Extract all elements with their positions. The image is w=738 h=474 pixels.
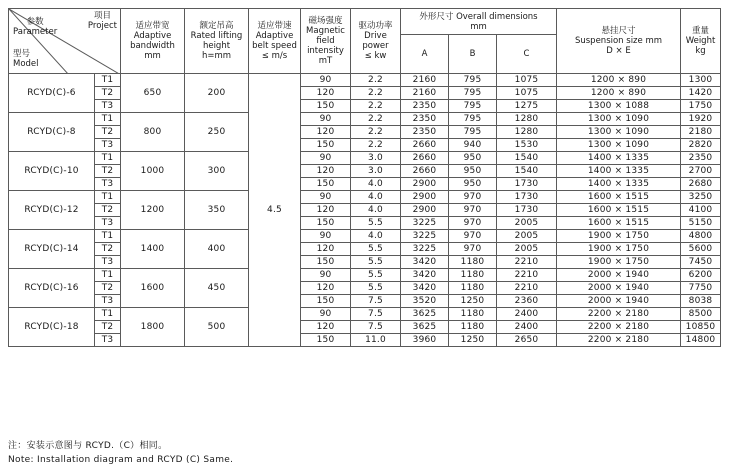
weight-cell: 14800 bbox=[681, 334, 721, 347]
dim-c-cell: 2005 bbox=[497, 243, 557, 256]
weight-cell: 1750 bbox=[681, 100, 721, 113]
type-cell: T2 bbox=[95, 165, 121, 178]
power-cell: 5.5 bbox=[351, 269, 401, 282]
type-cell: T2 bbox=[95, 204, 121, 217]
power-cell: 7.5 bbox=[351, 295, 401, 308]
power-cell: 4.0 bbox=[351, 204, 401, 217]
suspension-cell: 1400 × 1335 bbox=[557, 165, 681, 178]
suspension-cell: 1200 × 890 bbox=[557, 87, 681, 100]
type-cell: T1 bbox=[95, 191, 121, 204]
power-cell: 11.0 bbox=[351, 334, 401, 347]
suspension-cell: 1900 × 1750 bbox=[557, 230, 681, 243]
field-cell: 90 bbox=[301, 230, 351, 243]
suspension-cell: 1600 × 1515 bbox=[557, 191, 681, 204]
bandwidth-cell: 1200 bbox=[121, 191, 185, 230]
table-row bbox=[9, 87, 721, 100]
dim-b-cell: 970 bbox=[449, 204, 497, 217]
type-cell: T3 bbox=[95, 178, 121, 191]
dim-a-cell: 3420 bbox=[401, 282, 449, 295]
model-cell: RCYD(C)-12 bbox=[9, 191, 95, 230]
dim-a-cell: 3225 bbox=[401, 217, 449, 230]
dim-c-cell: 2005 bbox=[497, 230, 557, 243]
type-cell: T3 bbox=[95, 100, 121, 113]
table-row bbox=[9, 334, 721, 347]
weight-cell: 4800 bbox=[681, 230, 721, 243]
field-cell: 120 bbox=[301, 243, 351, 256]
suspension-cell: 2000 × 1940 bbox=[557, 282, 681, 295]
height-cell: 200 bbox=[185, 74, 249, 113]
dim-b-cell: 795 bbox=[449, 113, 497, 126]
field-cell: 90 bbox=[301, 269, 351, 282]
dim-b-cell: 950 bbox=[449, 152, 497, 165]
table-row bbox=[9, 191, 721, 204]
weight-cell: 2180 bbox=[681, 126, 721, 139]
field-cell: 90 bbox=[301, 74, 351, 87]
dim-c-cell: 2650 bbox=[497, 334, 557, 347]
note-chinese: 注：安装示意图与 RCYD.（C）相同。 bbox=[8, 441, 168, 451]
dim-b-cell: 1250 bbox=[449, 295, 497, 308]
dim-c-cell: 1730 bbox=[497, 178, 557, 191]
power-cell: 5.5 bbox=[351, 243, 401, 256]
table-row bbox=[9, 243, 721, 256]
weight-cell: 3250 bbox=[681, 191, 721, 204]
model-cell: RCYD(C)-16 bbox=[9, 269, 95, 308]
table-row bbox=[9, 217, 721, 230]
dim-a-cell: 3420 bbox=[401, 256, 449, 269]
corner-header bbox=[9, 9, 121, 74]
table-row bbox=[9, 204, 721, 217]
power-cell: 7.5 bbox=[351, 308, 401, 321]
dim-b-cell: 970 bbox=[449, 243, 497, 256]
dim-b-cell: 1250 bbox=[449, 334, 497, 347]
dim-c-header: C bbox=[497, 35, 557, 74]
dim-c-cell: 1730 bbox=[497, 204, 557, 217]
dim-b-cell: 940 bbox=[449, 139, 497, 152]
dim-c-cell: 1280 bbox=[497, 126, 557, 139]
dim-a-cell: 3520 bbox=[401, 295, 449, 308]
type-cell: T3 bbox=[95, 334, 121, 347]
power-cell: 3.0 bbox=[351, 165, 401, 178]
dim-b-cell: 795 bbox=[449, 87, 497, 100]
field-cell: 150 bbox=[301, 295, 351, 308]
power-cell: 7.5 bbox=[351, 321, 401, 334]
dim-a-cell: 2350 bbox=[401, 113, 449, 126]
type-cell: T1 bbox=[95, 152, 121, 165]
model-cell: RCYD(C)-18 bbox=[9, 308, 95, 347]
dim-a-cell: 3625 bbox=[401, 321, 449, 334]
dim-b-cell: 970 bbox=[449, 217, 497, 230]
weight-cell: 8038 bbox=[681, 295, 721, 308]
weight-cell: 6200 bbox=[681, 269, 721, 282]
bandwidth-cell: 1000 bbox=[121, 152, 185, 191]
belt-speed-cell: 4.5 bbox=[249, 74, 301, 347]
dim-c-cell: 2210 bbox=[497, 269, 557, 282]
note-english: Note: Installation diagram and RCYD (C) Same. bbox=[8, 455, 234, 465]
table-row bbox=[9, 269, 721, 282]
power-cell: 4.0 bbox=[351, 191, 401, 204]
power-cell: 2.2 bbox=[351, 139, 401, 152]
dim-c-cell: 2400 bbox=[497, 308, 557, 321]
suspension-cell: 2200 × 2180 bbox=[557, 321, 681, 334]
weight-cell: 1300 bbox=[681, 74, 721, 87]
type-cell: T1 bbox=[95, 230, 121, 243]
power-cell: 2.2 bbox=[351, 100, 401, 113]
table-row bbox=[9, 321, 721, 334]
power-cell: 5.5 bbox=[351, 256, 401, 269]
power-cell: 2.2 bbox=[351, 113, 401, 126]
dim-b-cell: 795 bbox=[449, 100, 497, 113]
field-cell: 150 bbox=[301, 256, 351, 269]
dim-c-cell: 2400 bbox=[497, 321, 557, 334]
dim-c-cell: 2210 bbox=[497, 256, 557, 269]
dim-a-cell: 3225 bbox=[401, 243, 449, 256]
suspension-header: 悬挂尺寸 Suspension size mm D × E bbox=[557, 9, 681, 74]
field-cell: 120 bbox=[301, 165, 351, 178]
speed-header: 适应带速 Adaptive belt speed ≤ m/s bbox=[249, 9, 301, 74]
suspension-cell: 2000 × 1940 bbox=[557, 295, 681, 308]
spec-table bbox=[8, 8, 721, 347]
suspension-cell: 1400 × 1335 bbox=[557, 152, 681, 165]
dimensions-header: 外形尺寸 Overall dimensions mm bbox=[401, 9, 557, 35]
bandwidth-cell: 800 bbox=[121, 113, 185, 152]
type-cell: T1 bbox=[95, 113, 121, 126]
field-cell: 150 bbox=[301, 334, 351, 347]
type-cell: T3 bbox=[95, 256, 121, 269]
dim-c-cell: 1540 bbox=[497, 165, 557, 178]
field-cell: 150 bbox=[301, 178, 351, 191]
weight-cell: 1920 bbox=[681, 113, 721, 126]
type-cell: T1 bbox=[95, 74, 121, 87]
suspension-cell: 1900 × 1750 bbox=[557, 243, 681, 256]
bandwidth-cell: 650 bbox=[121, 74, 185, 113]
field-cell: 90 bbox=[301, 191, 351, 204]
field-cell: 120 bbox=[301, 126, 351, 139]
suspension-cell: 1300 × 1088 bbox=[557, 100, 681, 113]
type-cell: T1 bbox=[95, 269, 121, 282]
table-row bbox=[9, 100, 721, 113]
weight-cell: 2350 bbox=[681, 152, 721, 165]
weight-cell: 2700 bbox=[681, 165, 721, 178]
model-cell: RCYD(C)-6 bbox=[9, 74, 95, 113]
power-cell: 4.0 bbox=[351, 178, 401, 191]
suspension-cell: 1300 × 1090 bbox=[557, 113, 681, 126]
power-cell: 5.5 bbox=[351, 282, 401, 295]
dim-a-cell: 2900 bbox=[401, 204, 449, 217]
height-cell: 300 bbox=[185, 152, 249, 191]
power-cell: 5.5 bbox=[351, 217, 401, 230]
table-row bbox=[9, 139, 721, 152]
power-cell: 2.2 bbox=[351, 87, 401, 100]
weight-cell: 5150 bbox=[681, 217, 721, 230]
dim-c-cell: 1530 bbox=[497, 139, 557, 152]
field-cell: 150 bbox=[301, 100, 351, 113]
table-row bbox=[9, 152, 721, 165]
dim-a-cell: 2660 bbox=[401, 165, 449, 178]
table-row bbox=[9, 126, 721, 139]
weight-cell: 10850 bbox=[681, 321, 721, 334]
suspension-cell: 1300 × 1090 bbox=[557, 139, 681, 152]
power-cell: 2.2 bbox=[351, 126, 401, 139]
field-cell: 120 bbox=[301, 87, 351, 100]
table-row bbox=[9, 282, 721, 295]
power-cell: 3.0 bbox=[351, 152, 401, 165]
dim-a-cell: 3625 bbox=[401, 308, 449, 321]
weight-cell: 2680 bbox=[681, 178, 721, 191]
bandwidth-cell: 1400 bbox=[121, 230, 185, 269]
table-row bbox=[9, 308, 721, 321]
type-cell: T2 bbox=[95, 87, 121, 100]
dim-b-cell: 1180 bbox=[449, 308, 497, 321]
table-row bbox=[9, 74, 721, 87]
field-cell: 120 bbox=[301, 282, 351, 295]
dim-a-cell: 3960 bbox=[401, 334, 449, 347]
type-cell: T1 bbox=[95, 308, 121, 321]
weight-cell: 1420 bbox=[681, 87, 721, 100]
spec-body bbox=[9, 74, 721, 347]
table-row bbox=[9, 230, 721, 243]
dim-c-cell: 2360 bbox=[497, 295, 557, 308]
model-cell: RCYD(C)-8 bbox=[9, 113, 95, 152]
dim-b-cell: 1180 bbox=[449, 269, 497, 282]
suspension-cell: 1200 × 890 bbox=[557, 74, 681, 87]
table-row bbox=[9, 295, 721, 308]
table-row bbox=[9, 113, 721, 126]
suspension-cell: 1600 × 1515 bbox=[557, 204, 681, 217]
dim-c-cell: 1075 bbox=[497, 74, 557, 87]
dim-b-cell: 970 bbox=[449, 191, 497, 204]
type-cell: T2 bbox=[95, 321, 121, 334]
weight-cell: 7750 bbox=[681, 282, 721, 295]
field-cell: 150 bbox=[301, 139, 351, 152]
suspension-cell: 2000 × 1940 bbox=[557, 269, 681, 282]
table-row bbox=[9, 256, 721, 269]
weight-cell: 7450 bbox=[681, 256, 721, 269]
type-cell: T3 bbox=[95, 295, 121, 308]
dim-a-cell: 3225 bbox=[401, 230, 449, 243]
model-cell: RCYD(C)-10 bbox=[9, 152, 95, 191]
suspension-cell: 1900 × 1750 bbox=[557, 256, 681, 269]
dim-a-cell: 3420 bbox=[401, 269, 449, 282]
dim-b-cell: 1180 bbox=[449, 256, 497, 269]
bandwidth-header: 适应带宽 Adaptive bandwidth mm bbox=[121, 9, 185, 74]
power-cell: 4.0 bbox=[351, 230, 401, 243]
table-row bbox=[9, 178, 721, 191]
dim-a-cell: 2900 bbox=[401, 191, 449, 204]
weight-cell: 2820 bbox=[681, 139, 721, 152]
field-cell: 120 bbox=[301, 321, 351, 334]
dim-c-cell: 2005 bbox=[497, 217, 557, 230]
power-header: 驱动功率 Drive power ≤ kw bbox=[351, 9, 401, 74]
field-header: 磁场强度 Magnetic field intensity mT bbox=[301, 9, 351, 74]
dim-b-cell: 950 bbox=[449, 178, 497, 191]
height-cell: 250 bbox=[185, 113, 249, 152]
field-cell: 90 bbox=[301, 113, 351, 126]
field-cell: 120 bbox=[301, 204, 351, 217]
height-cell: 450 bbox=[185, 269, 249, 308]
dim-b-cell: 970 bbox=[449, 230, 497, 243]
dim-a-cell: 2160 bbox=[401, 87, 449, 100]
dim-c-cell: 1280 bbox=[497, 113, 557, 126]
type-cell: T2 bbox=[95, 243, 121, 256]
suspension-cell: 1400 × 1335 bbox=[557, 178, 681, 191]
power-cell: 2.2 bbox=[351, 74, 401, 87]
dim-b-cell: 795 bbox=[449, 74, 497, 87]
dim-a-header: A bbox=[401, 35, 449, 74]
weight-cell: 4100 bbox=[681, 204, 721, 217]
model-label: 型号 Model bbox=[13, 49, 39, 69]
weight-cell: 5600 bbox=[681, 243, 721, 256]
type-cell: T2 bbox=[95, 126, 121, 139]
height-cell: 500 bbox=[185, 308, 249, 347]
project-label: 项目 Project bbox=[87, 11, 117, 31]
bandwidth-cell: 1800 bbox=[121, 308, 185, 347]
height-cell: 400 bbox=[185, 230, 249, 269]
dim-c-cell: 2210 bbox=[497, 282, 557, 295]
table-row bbox=[9, 165, 721, 178]
dim-b-cell: 1180 bbox=[449, 282, 497, 295]
weight-header: 重量 Weight kg bbox=[681, 9, 721, 74]
model-cell: RCYD(C)-14 bbox=[9, 230, 95, 269]
dim-a-cell: 2900 bbox=[401, 178, 449, 191]
dim-a-cell: 2350 bbox=[401, 100, 449, 113]
dim-c-cell: 1075 bbox=[497, 87, 557, 100]
suspension-cell: 1300 × 1090 bbox=[557, 126, 681, 139]
dim-c-cell: 1540 bbox=[497, 152, 557, 165]
bandwidth-cell: 1600 bbox=[121, 269, 185, 308]
height-header: 额定吊高 Rated lifting height h=mm bbox=[185, 9, 249, 74]
parameter-label: 参数 Parameter bbox=[13, 17, 58, 37]
dim-a-cell: 2350 bbox=[401, 126, 449, 139]
dim-a-cell: 2660 bbox=[401, 152, 449, 165]
suspension-cell: 1600 × 1515 bbox=[557, 217, 681, 230]
dim-b-cell: 795 bbox=[449, 126, 497, 139]
weight-cell: 8500 bbox=[681, 308, 721, 321]
height-cell: 350 bbox=[185, 191, 249, 230]
dim-b-cell: 1180 bbox=[449, 321, 497, 334]
field-cell: 90 bbox=[301, 308, 351, 321]
dim-c-cell: 1275 bbox=[497, 100, 557, 113]
dim-c-cell: 1730 bbox=[497, 191, 557, 204]
field-cell: 90 bbox=[301, 152, 351, 165]
dim-a-cell: 2160 bbox=[401, 74, 449, 87]
type-cell: T3 bbox=[95, 217, 121, 230]
suspension-cell: 2200 × 2180 bbox=[557, 308, 681, 321]
dim-a-cell: 2660 bbox=[401, 139, 449, 152]
dim-b-cell: 950 bbox=[449, 165, 497, 178]
field-cell: 150 bbox=[301, 217, 351, 230]
type-cell: T3 bbox=[95, 139, 121, 152]
suspension-cell: 2200 × 2180 bbox=[557, 334, 681, 347]
type-cell: T2 bbox=[95, 282, 121, 295]
dim-b-header: B bbox=[449, 35, 497, 74]
